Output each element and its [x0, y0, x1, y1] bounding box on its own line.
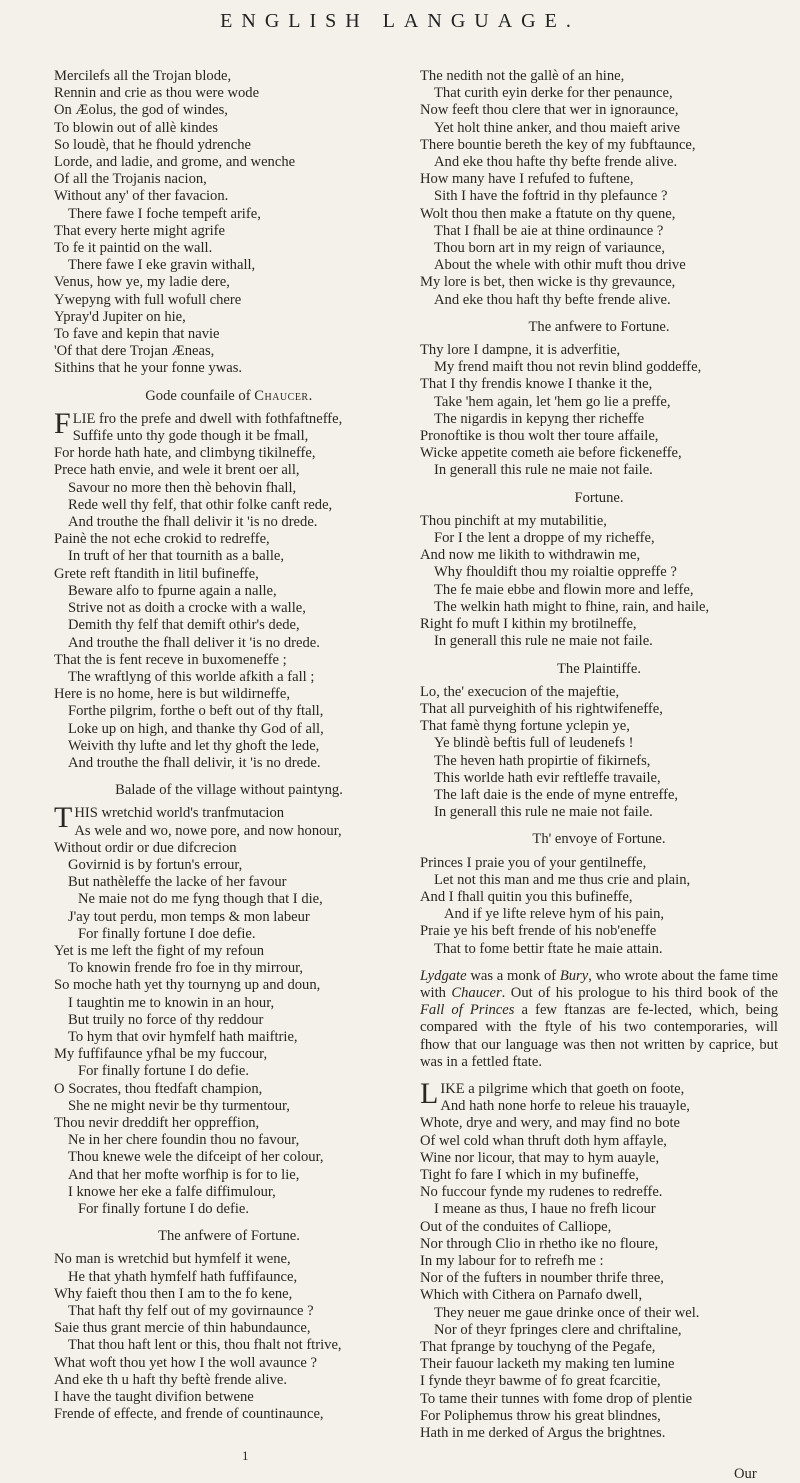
verse-line: Prece hath envie, and wele it brent oer all,	[54, 462, 300, 479]
verse-line: My frend maift thou not revin blind goddeffe,	[434, 359, 702, 376]
verse-line: The wraftlyng of this worlde afkith a fall ;	[68, 668, 315, 685]
verse-line: And eke th u haft thy beftè frende alive.	[54, 1371, 288, 1388]
heading-fortune: Fortune.	[574, 489, 624, 506]
verse-line: The fe maie ebbe and flowin more and leffe,	[434, 581, 694, 598]
verse-line: In generall this rule ne maie not faile.	[434, 633, 653, 650]
verse-line: Beware alfo to fpurne again a nalle,	[68, 582, 277, 599]
verse-line: Ne in her chere foundin thou no favour,	[68, 1132, 300, 1149]
verse-line: There bountie bereth the key of my fubftaunce,	[420, 136, 696, 153]
heading-anfwere-to-fortune: The anfwere to Fortune.	[528, 318, 670, 335]
verse-line: In truft of her that tournith as a balle,	[68, 548, 284, 565]
verse-line: I taughtin me to knowin in an hour,	[68, 994, 275, 1011]
stanza-nedith	[420, 68, 778, 309]
verse-line: To fe it paintid on the wall.	[54, 240, 213, 257]
verse-line: So moche hath yet thy tournyng up and doun,	[54, 977, 321, 994]
verse-line: Why fhouldift thou my roialtie oppreffe ?	[434, 564, 677, 581]
verse-line: And trouthe the fhall delivir, it 'is no drede.	[68, 754, 321, 771]
verse-line: For Poliphemus throw his great blindnes,	[420, 1407, 661, 1424]
like-first-line: L IKE a pilgrime which that goeth on foote,	[420, 1076, 685, 1110]
prose-segment: a few ftanzas are fe-lected, which, being compared with the ftyle of his two contemporaries, will fhow that our language was then not written by caprice, but was in a fettled ftate.	[420, 1002, 778, 1070]
verse-line: O Socrates, thou ftedfaft champion,	[54, 1080, 263, 1097]
verse-line: Frende of effecte, and frende of countinaunce,	[54, 1406, 324, 1423]
right-column	[420, 68, 778, 1442]
verse-line: Wolt thou then make a ftatute on thy quene,	[420, 205, 676, 222]
verse-line: Demith thy felf that demift othir's dede,	[68, 617, 300, 634]
verse-line: How many have I refufed to fuftene,	[420, 171, 634, 188]
prose-segment: Fall of Princes	[420, 1002, 515, 1019]
verse-line: Venus, how ye, my ladie dere,	[54, 274, 230, 291]
verse-line: In generall this rule ne maie not faile.	[434, 804, 653, 821]
verse-line: Of wel cold whan thruft doth hym affayle,	[420, 1132, 667, 1149]
verse-line: And I fhall quitin you this bufineffe,	[420, 888, 633, 905]
verse-line: Without ordir or due difcrecion	[54, 839, 237, 856]
verse-line: Grete reft ftandith in litil bufineffe,	[54, 565, 259, 582]
verse-line: They neuer me gaue drinke once of their wel.	[434, 1304, 700, 1321]
lydgate-introduction	[420, 968, 778, 1071]
verse-line: Take 'hem again, let 'hem go lie a preffe,	[434, 393, 671, 410]
verse-line: Ypray'd Jupiter on hie,	[54, 308, 186, 325]
verse-line: Nor of theyr fpringes clere and chriftaline,	[434, 1321, 682, 1338]
verse-line: Lorde, and ladie, and grome, and wenche	[54, 154, 296, 171]
verse-line: J'ay tout perdu, mon temps & mon labeur	[68, 908, 310, 925]
verse-line: My lore is bet, then wicke is thy grevaunce,	[420, 274, 676, 291]
verse-line: 'Of that dere Trojan Æneas,	[54, 343, 215, 360]
verse-line: Suffife unto thy gode though it be fmall,	[72, 428, 309, 445]
heading-envoye: Th' envoye of Fortune.	[532, 831, 666, 848]
stanza-balade	[54, 823, 404, 1219]
verse-line: I fynde theyr bawme of fo great fcarcitie,	[420, 1373, 661, 1390]
verse-line: But truily no force of thy reddour	[68, 1011, 264, 1028]
verse-line: Why faieft thou then I am to the fo kene,	[54, 1285, 293, 1302]
verse-line: Praie ye his beft frende of his nob'eneffe	[420, 923, 657, 940]
verse-line: Rede well thy felf, that othir folke canft rede,	[68, 496, 333, 513]
verse-line: For horde hath hate, and climbyng tikilneffe,	[54, 445, 316, 462]
verse-line: Hath in me derked of Argus the brightnes.	[420, 1425, 666, 1442]
verse-line: Govirnid is by fortun's errour,	[68, 856, 243, 873]
verse-line: The laft daie is the ende of myne entreffe,	[434, 786, 679, 803]
verse-line: There fawe I foche tempeft arife,	[68, 205, 261, 222]
prose-segment: , who wrote about the fame time with	[420, 967, 778, 1001]
verse-line: To tame their tunnes with fome drop of plentie	[420, 1390, 693, 1407]
verse-line: For finally fortune I doe defie.	[78, 925, 256, 942]
verse-line: And hath none horfe to releue his trauayle,	[440, 1098, 690, 1115]
verse-line: Ye blindè beftis full of leudenefs !	[434, 735, 634, 752]
verse-line: My fuffifaunce yfhal be my fuccour,	[54, 1046, 268, 1063]
prose-segment: Lydgate	[420, 967, 467, 984]
verse-line: As wele and wo, nowe pore, and now honour,	[74, 822, 342, 839]
prose-segment: . Out of his prologue to his third book of the	[501, 984, 778, 1001]
verse-line: That I thy frendis knowe I thanke it the,	[420, 376, 653, 393]
verse-line: Tight fo fare I which in my bufineffe,	[420, 1166, 639, 1183]
catchword: Our	[734, 1466, 757, 1482]
verse-line: The welkin hath might to fhine, rain, and haile,	[434, 598, 710, 615]
verse-line: About the whele with othir muft thou drive	[434, 257, 686, 274]
running-head: ENGLISH LANGUAGE.	[220, 10, 580, 32]
stanza-pinchift	[420, 513, 778, 651]
verse-line: And now me likith to withdrawin me,	[420, 547, 641, 564]
verse-line: Here is no home, here is but wildirneffe,	[54, 686, 291, 703]
verse-line: That fprange by touchyng of the Pegafe,	[420, 1339, 656, 1356]
verse-line: To fave and kepin that navie	[54, 326, 220, 343]
verse-line: Thy lore I dampne, it is adverfitie,	[420, 342, 621, 359]
stanza-thy-lore	[420, 342, 778, 480]
heading-chaucer: Chaucer.	[254, 387, 313, 404]
verse-line: Sith I have the foftrid in thy plefaunce ?	[434, 188, 668, 205]
verse-line: Yet is me left the fight of my refoun	[54, 942, 265, 959]
verse-line: To blowin out of allè kindes	[54, 119, 218, 136]
verse-line: I meane as thus, I haue no frefh licour	[434, 1201, 656, 1218]
verse-line: For finally fortune I do defie.	[78, 1201, 250, 1217]
verse-line: Thou nevir dreddift her oppreffion,	[54, 1114, 260, 1131]
verse-line: Yet holt thine anker, and thou maieft arive	[434, 119, 680, 136]
verse-line: I have the taught divifion betwene	[54, 1389, 254, 1406]
prose-segment: Chaucer	[451, 984, 502, 1001]
heading-plaintiffe: The Plaintiffe.	[556, 660, 642, 677]
verse-line: Weivith thy lufte and let thy ghoft the lede,	[68, 737, 320, 754]
verse-line: In my labour for to refrefh me :	[420, 1253, 604, 1269]
verse-line: Nor of the fufters in noumber thrife three,	[420, 1270, 664, 1287]
stanza-lydgate	[420, 1098, 778, 1442]
verse-line: Their fauour lacketh my making ten lumine	[420, 1356, 675, 1373]
drop-capital-l: L	[420, 1076, 439, 1110]
verse-line: In generall this rule ne maie not faile.	[434, 462, 653, 479]
verse-line: Whote, drye and wery, and may find no bote	[420, 1115, 681, 1132]
verse-line: No fuccour fynde my rudenes to redreffe.	[420, 1184, 663, 1201]
verse-line: Ywepyng with full wofull chere	[54, 291, 242, 308]
verse-line: Princes I praie you of your gentilneffe,	[420, 854, 647, 871]
verse-line: She ne might nevir be thy turmentour,	[68, 1097, 290, 1114]
verse-line: He that yhath hymfelf hath fuffifaunce,	[68, 1268, 298, 1285]
verse-line: That I fhall be aie at thine ordinaunce ?	[434, 222, 664, 239]
stanza-envoye	[420, 855, 778, 958]
stanza-execucion	[420, 684, 778, 822]
verse-line: Strive not as doith a crocke with a walle,	[68, 600, 306, 617]
verse-line: So loudè, that he fhould ydrenche	[54, 136, 251, 153]
heading-anfwere-of-fortune: The anfwere of Fortune.	[158, 1228, 300, 1245]
verse-line: What woft thou yet how I the woll avaunce ?	[54, 1354, 318, 1371]
verse-line: And trouthe the fhall delivir it 'is no drede.	[68, 514, 318, 531]
verse-line: This worlde hath evir reftleffe travaile,	[434, 769, 661, 786]
verse-line: But nathèleffe the lacke of her favour	[68, 874, 287, 891]
verse-line: Without any' of ther favacion.	[54, 188, 229, 205]
left-column	[54, 68, 404, 1423]
verse-line: The nedith not the gallè of an hine,	[420, 68, 625, 84]
stanza-anfwere	[54, 1251, 404, 1423]
verse-line: And trouthe the fhall deliver it 'is no drede.	[68, 634, 320, 651]
verse-line: Nor through Clio in rhetho ike no floure,	[420, 1235, 659, 1252]
verse-line: Wicke appetite cometh aie before fickeneffe,	[420, 445, 682, 462]
prose-segment: Bury	[559, 967, 589, 984]
stanza-trojan	[54, 68, 404, 378]
verse-line: That haft thy felf out of my govirnaunce ?	[68, 1303, 314, 1320]
gode-first-line: F LIE fro the prefe and dwell with fothfaftneffe,	[54, 406, 343, 440]
verse-line: No man is wretchid but hymfelf it wene,	[54, 1251, 291, 1268]
verse-line: That thou haft lent or this, thou fhalt not ftrive,	[68, 1337, 342, 1354]
verse-line: Mercilefs all the Trojan blode,	[54, 68, 232, 84]
verse-line: Let not this man and me thus crie and plain,	[434, 871, 691, 888]
prose-segment: was a monk of	[466, 967, 560, 984]
verse-line: Lo, the' execucion of the majeftie,	[420, 683, 620, 700]
heading-gode-counfaile: Gode counfaile of Chaucer.	[145, 387, 313, 404]
verse-line: To hym that ovir hymfelf hath maiftrie,	[68, 1028, 298, 1045]
drop-capital-f: F	[54, 406, 71, 440]
verse-line: That every herte might agrife	[54, 222, 225, 239]
verse-line: I knowe her eke a falfe diffimulour,	[68, 1183, 276, 1200]
verse-line: Of all the Trojanis nacion,	[54, 171, 207, 188]
verse-line: That famè thyng fortune yclepin ye,	[420, 718, 630, 735]
verse-line: And if ye lifte releve hym of his pain,	[444, 906, 665, 923]
verse-line: And that her mofte worfhip is for to lie,	[68, 1166, 300, 1183]
verse-line: The heven hath propirtie of fikirnefs,	[434, 752, 651, 769]
verse-line: Which with Cithera on Parnafo dwell,	[420, 1287, 643, 1304]
verse-line: Thou pinchift at my mutabilitie,	[420, 512, 607, 529]
verse-line: Forthe pilgrim, forthe o beft out of thy ftall,	[68, 703, 324, 720]
verse-line: Now feeft thou clere that wer in ignoraunce,	[420, 102, 679, 119]
verse-line: That all purveighith of his rightwifeneffe,	[420, 700, 663, 717]
verse-line: Painè the not eche crokid to redreffe,	[54, 531, 270, 548]
verse-line: That the is fent receve in buxomeneffe ;	[54, 651, 287, 668]
verse-line: The nigardis in kepyng ther richeffe	[434, 410, 645, 427]
verse-line: That to fome bettir ftate he maie attain.	[434, 940, 663, 957]
verse-line: Out of the conduites of Calliope,	[420, 1218, 612, 1235]
verse-line: Sithins that he your fonne ywas.	[54, 360, 243, 377]
verse-line: Loke up on high, and thanke thy God of all,	[68, 720, 324, 737]
heading-balade: Balade of the village without paintyng.	[115, 782, 343, 799]
verse-line: And eke thou hafte thy befte frende alive.	[434, 154, 678, 171]
verse-line: There fawe I eke gravin withall,	[68, 257, 256, 274]
drop-capital-t: T	[54, 801, 73, 835]
verse-line: Wine nor licour, that may to hym auayle,	[420, 1149, 660, 1166]
verse-line: Pronoftike is thou wolt ther toure affaile,	[420, 428, 659, 445]
verse-line: On Æolus, the god of windes,	[54, 102, 228, 119]
verse-line: And eke thou haft thy befte frende alive.	[434, 291, 671, 308]
verse-line: For I the lent a droppe of my richeffe,	[434, 530, 655, 547]
page-number: 1	[242, 1448, 249, 1463]
verse-line: For finally fortune I do defie.	[78, 1063, 250, 1080]
stanza-gode	[54, 428, 404, 772]
balade-first-line: T HIS wretchid world's tranfmutacion	[54, 801, 285, 835]
verse-line: Thou knewe wele the difceipt of her colour,	[68, 1149, 324, 1166]
verse-line: That curith eyin derke for ther penaunce,	[434, 85, 673, 102]
verse-line: Rennin and crie as thou were wode	[54, 85, 260, 102]
verse-line: To knowin frende fro foe in thy mirrour,	[68, 960, 304, 977]
verse-line: Thou born art in my reign of variaunce,	[434, 240, 665, 257]
verse-line: Right fo muft I kithin my brotilneffe,	[420, 616, 637, 633]
verse-line: Ne maie not do me fyng though that I die,	[78, 891, 323, 908]
verse-line: Saie thus grant mercie of thin habundaunce,	[54, 1320, 311, 1337]
verse-line: Savour no more then thè behovin fhall,	[68, 479, 297, 496]
